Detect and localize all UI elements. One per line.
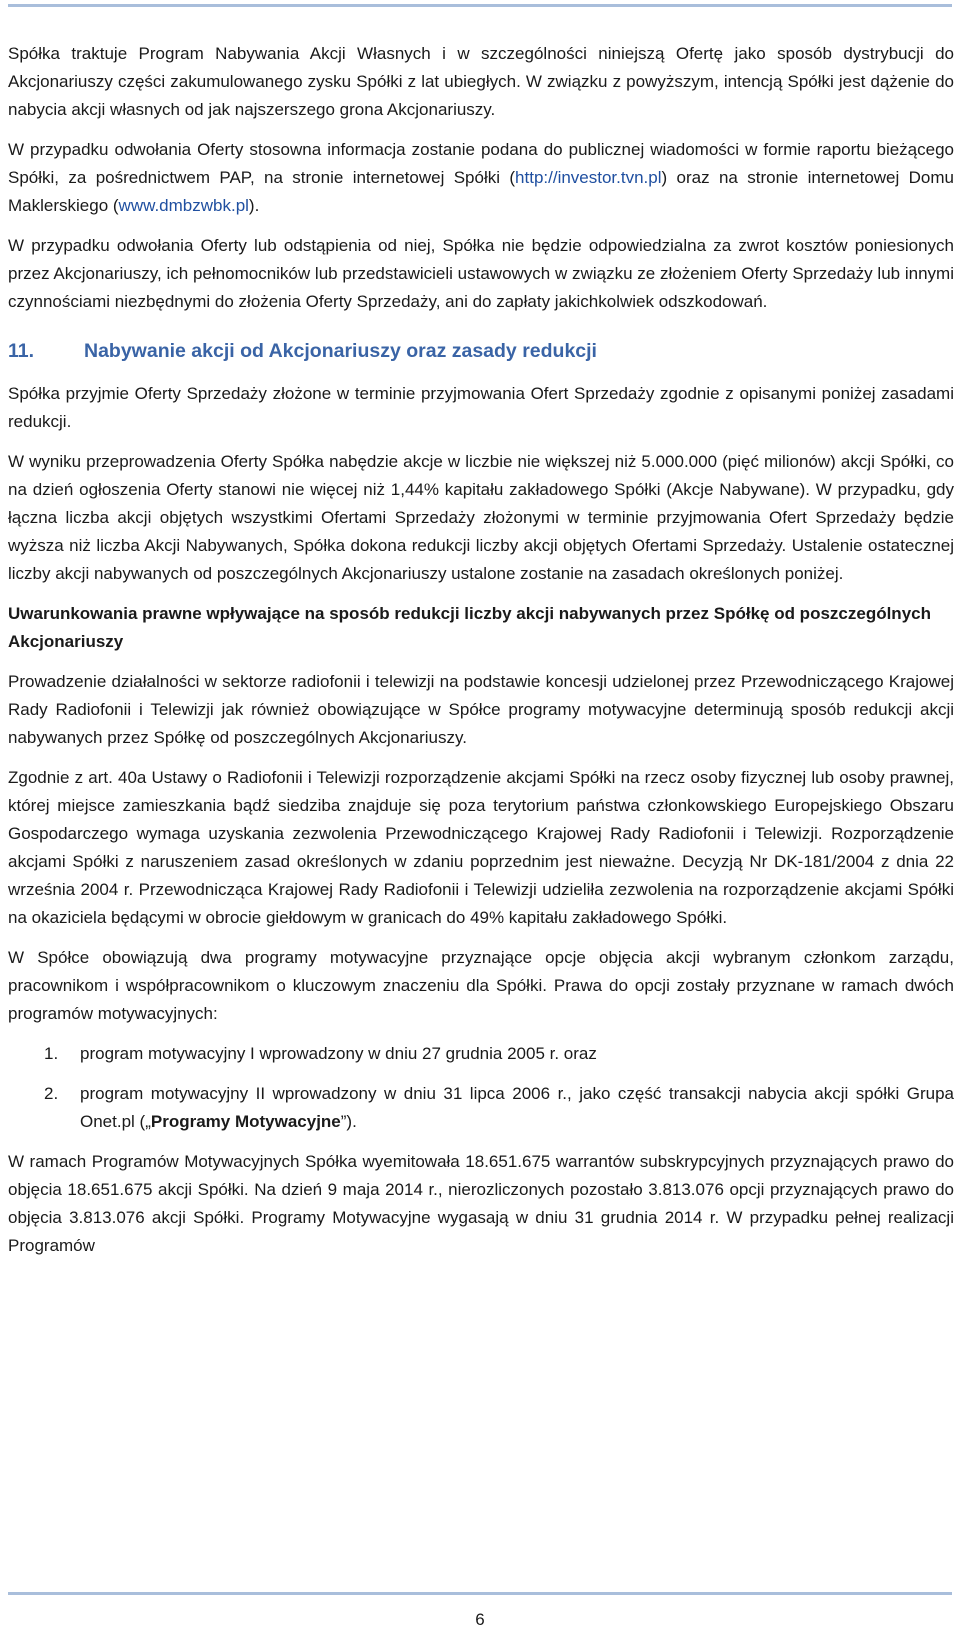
paragraph-8: W Spółce obowiązują dwa programy motywacyjne przyznające opcje objęcia akcji wybranym członkom zarządu, pracownikom i współpracownikom o kluczowym znaczeniu dla Spółki. Prawa do opcji zostały przyznane w ramach dwóch programów motywacyjnych: [8,948,954,1023]
paragraph-2-text-a: W przypadku odwołania Oferty stosowna informacja zostanie podana do publicznej wiadomości w formie raportu bieżącego Spółki, za pośrednictwem PAP, na stronie internetowej Spółki ( [8,140,954,187]
list-item [8,1080,954,1136]
document-body [8,40,954,1272]
paragraph-3: W przypadku odwołania Oferty lub odstąpienia od niej, Spółka nie będzie odpowiedzialna za zwrot kosztów poniesionych przez Akcjonariuszy, ich pełnomocników lub przedstawicieli ustawowych w związku ze złożeniem Oferty Sprzedaży lub innymi czynnościami niezbędnymi do złożenia Oferty Sprzedaży, ani do zapłaty jakichkolwiek odszkodowań. [8,236,954,311]
bottom-rule [8,1592,952,1595]
section-heading [8,336,954,366]
paragraph-9: W ramach Programów Motywacyjnych Spółka wyemitowała 18.651.675 warrantów subskrypcyjnych przyznających prawo do objęcia 18.651.675 akcji Spółki. Na dzień 9 maja 2014 r., nierozliczonych pozostało 3.813.076 opcji przyznających prawo do objęcia 3.813.076 akcji Spółki. Programy Motywacyjne wygasają w dniu 31 grudnia 2014 r. W przypadku pełnej realizacji Programów [8,1152,954,1255]
paragraph-2-text-c: ). [248,196,260,215]
dmbzwbk-link[interactable]: www.dmbzwbk.pl [118,196,249,215]
paragraph-5: W wyniku przeprowadzenia Oferty Spółka nabędzie akcje w liczbie nie większej niż 5.000.000 (pięć milionów) akcji Spółki, co na dzień ogłoszenia Oferty stanowi nie więcej niż 1,44% kapitału zakładowego Spółki (Akcje Nabywane). W przypadku, gdy łączna liczba akcji objętych wszystkimi Ofertami Sprzedaży złożonymi w terminie przyjmowania Ofert Sprzedaży będzie wyższa niż liczba Akcji Nabywanych, Spółka dokona redukcji liczby akcji objętych Ofertami Sprzedaży. Ustalenie ostatecznej liczby akcji nabywanych od poszczególnych Akcjonariuszy ustalone zostanie na zasadach określonych poniżej. [8,452,954,583]
subheading: Uwarunkowania prawne wpływające na sposób redukcji liczby akcji nabywanych przez Spółkę od poszczególnych Akcjonariuszy [8,604,931,651]
page-number: 6 [475,1610,485,1629]
paragraph-2-text-b: ) oraz na stronie internetowej Domu Maklerskiego ( [8,168,954,215]
program-list [8,1040,954,1136]
paragraph-4: Spółka przyjmie Oferty Sprzedaży złożone w terminie przyjmowania Ofert Sprzedaży zgodnie z opisanymi poniżej zasadami redukcji. [8,384,954,431]
top-rule [8,4,952,7]
list-item-number: 1. [44,1044,59,1063]
paragraph-1: Spółka traktuje Program Nabywania Akcji Własnych i w szczególności niniejszą Ofertę jako sposób dystrybucji do Akcjonariuszy części zakumulowanego zysku Spółki z lat ubiegłych. W związku z powyższym, intencją Spółki jest dążenie do nabycia akcji własnych od jak najszerszego grona Akcjonariuszy. [8,44,954,119]
list-item-text: program motywacyjny II wprowadzony w dniu 31 lipca 2006 r., jako część transakcji nabycia akcji spółki Grupa Onet.pl („ [80,1084,954,1131]
list-item-bold-term: Programy Motywacyjne [150,1112,341,1131]
list-item-number: 2. [44,1084,59,1103]
investor-link[interactable]: http://investor.tvn.pl [515,168,662,187]
list-item-text-after: ”). [340,1112,357,1131]
list-item [8,1040,954,1068]
list-item-text: program motywacyjny I wprowadzony w dniu 27 grudnia 2005 r. oraz [80,1044,597,1063]
section-number: 11. [8,340,35,362]
section-title: Nabywanie akcji od Akcjonariuszy oraz zasady redukcji [84,340,597,362]
paragraph-7: Zgodnie z art. 40a Ustawy o Radiofonii i Telewizji rozporządzenie akcjami Spółki na rzecz osoby fizycznej lub osoby prawnej, której miejsce zamieszkania bądź siedziba znajduje się poza terytorium państwa członkowskiego Europejskiego Obszaru Gospodarczego wymaga uzyskania zezwolenia Przewodniczącego Krajowej Rady Radiofonii i Telewizji. Rozporządzenie akcjami Spółki z naruszeniem zasad określonych w zdaniu poprzednim jest nieważne. Decyzją Nr DK-181/2004 z dnia 22 września 2004 r. Przewodnicząca Krajowej Rady Radiofonii i Telewizji udzieliła zezwolenia na rozporządzenie akcjami Spółki na okaziciela będącymi w obrocie giełdowym w granicach do 49% kapitału zakładowego Spółki. [8,768,954,927]
paragraph-2 [8,136,954,220]
paragraph-6: Prowadzenie działalności w sektorze radiofonii i telewizji na podstawie koncesji udzielonej przez Przewodniczącego Krajowej Rady Radiofonii i Telewizji jak również obowiązujące w Spółce programy motywacyjne determinują sposób redukcji akcji nabywanych przez Spółkę od poszczególnych Akcjonariuszy. [8,672,954,747]
